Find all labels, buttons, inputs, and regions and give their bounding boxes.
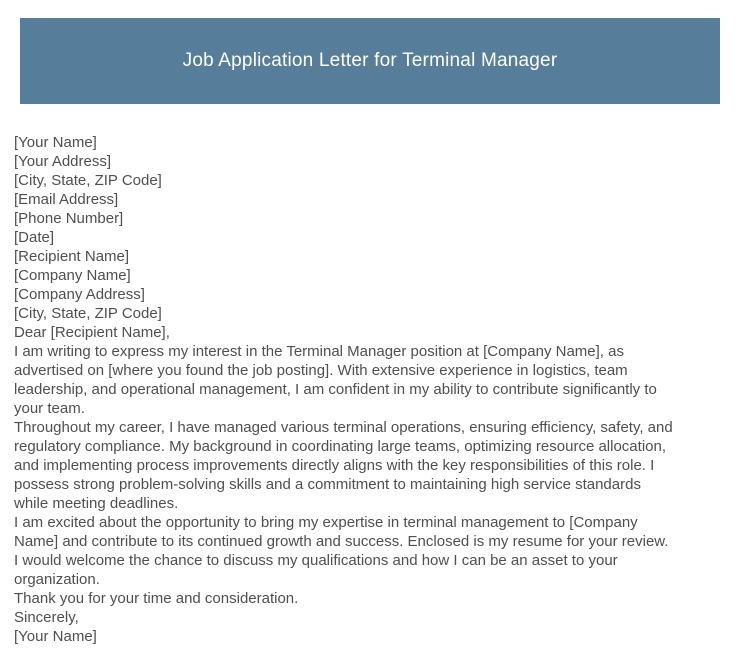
letter-line: [City, State, ZIP Code] [14, 305, 162, 322]
letter-line: Name] and contribute to its continued growth and success. Enclosed is my resume for your review. [14, 533, 669, 550]
letter-line: [Recipient Name] [14, 248, 130, 265]
letter-line: [Company Name] [14, 267, 131, 284]
letter-line: Sincerely, [14, 609, 79, 626]
letter-line: Dear [Recipient Name], [14, 324, 170, 341]
letter-line: [Your Name] [14, 628, 97, 645]
letter-line: [City, State, ZIP Code] [14, 172, 162, 189]
letter-line: [Your Name] [14, 134, 97, 151]
letter-line: I would welcome the chance to discuss my qualifications and how I can be an asset to your [14, 552, 618, 569]
letter-line: [Date] [14, 229, 55, 246]
letter-line: regulatory compliance. My background in coordinating large teams, optimizing resource allocation, [14, 438, 667, 455]
letter-line: [Email Address] [14, 191, 119, 208]
letter-line: I am excited about the opportunity to bring my expertise in terminal management to [Company [14, 514, 638, 531]
letter-body [14, 133, 728, 646]
letter-line: possess strong problem-solving skills and a commitment to maintaining high service standards [14, 476, 641, 493]
header-banner [20, 18, 720, 104]
letter-line: [Your Address] [14, 153, 112, 170]
letter-line: Thank you for your time and consideration. [14, 590, 299, 607]
letter-line: your team. [14, 400, 85, 417]
letter-line: leadership, and operational management, I am confident in my ability to contribute significantly to [14, 381, 657, 398]
letter-line: Throughout my career, I have managed various terminal operations, ensuring efficiency, safety, and [14, 419, 673, 436]
letter-line: I am writing to express my interest in the Terminal Manager position at [Company Name], as [14, 343, 624, 360]
letter-line: and implementing process improvements directly aligns with the key responsibilities of this role. I [14, 457, 655, 474]
letter-line: while meeting deadlines. [14, 495, 179, 512]
letter-line: organization. [14, 571, 100, 588]
letter-line: [Company Address] [14, 286, 145, 303]
letter-line: [Phone Number] [14, 210, 124, 227]
page-title: Job Application Letter for Terminal Manager [182, 50, 558, 71]
letter-line: advertised on [where you found the job posting]. With extensive experience in logistics, team [14, 362, 628, 379]
